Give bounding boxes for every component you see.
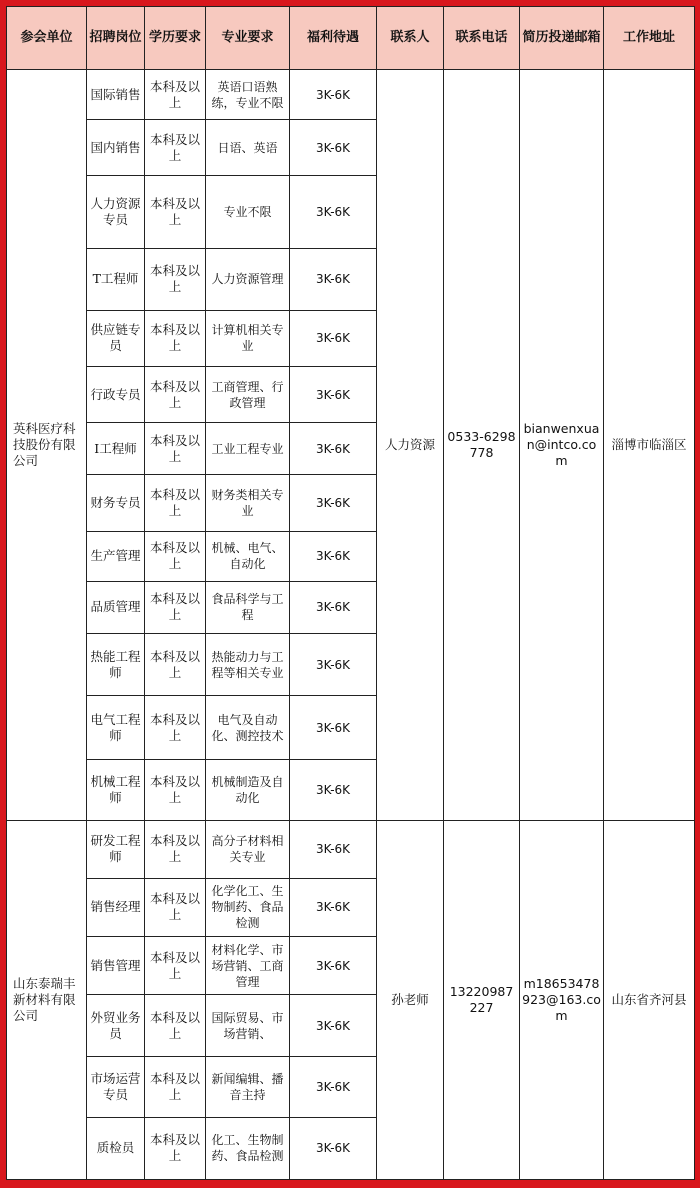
recruitment-table [6, 6, 695, 1180]
education-cell: 本科及以上 [145, 633, 206, 695]
education-cell: 本科及以上 [145, 878, 206, 936]
major-cell: 工商管理、行政管理 [206, 367, 290, 423]
pay-cell: 3K-6K [290, 995, 377, 1057]
education-cell: 本科及以上 [145, 120, 206, 176]
pay-cell: 3K-6K [290, 1117, 377, 1179]
education-cell: 本科及以上 [145, 936, 206, 994]
pay-cell: 3K-6K [290, 423, 377, 475]
email-cell: m18653478923@163.com [520, 820, 604, 1179]
pay-cell: 3K-6K [290, 176, 377, 248]
pay-cell: 3K-6K [290, 760, 377, 820]
header-address: 工作地址 [604, 7, 695, 70]
table-row [7, 70, 695, 120]
major-cell: 化学化工、生物制药、食品检测 [206, 878, 290, 936]
major-cell: 计算机相关专业 [206, 310, 290, 366]
pay-cell: 3K-6K [290, 248, 377, 310]
header-company: 参会单位 [7, 7, 87, 70]
phone-cell: 13220987227 [444, 820, 520, 1179]
education-cell: 本科及以上 [145, 1117, 206, 1179]
major-cell: 机械制造及自动化 [206, 760, 290, 820]
pay-cell: 3K-6K [290, 633, 377, 695]
position-cell: T工程师 [87, 248, 145, 310]
position-cell: 市场运营专员 [87, 1057, 145, 1117]
header-email: 简历投递邮箱 [520, 7, 604, 70]
pay-cell: 3K-6K [290, 367, 377, 423]
pay-cell: 3K-6K [290, 820, 377, 878]
major-cell: 电气及自动化、测控技术 [206, 696, 290, 760]
education-cell: 本科及以上 [145, 531, 206, 581]
header-contact: 联系人 [377, 7, 444, 70]
pay-cell: 3K-6K [290, 70, 377, 120]
pay-cell: 3K-6K [290, 696, 377, 760]
major-cell: 材料化学、市场营销、工商管理 [206, 936, 290, 994]
major-cell: 工业工程专业 [206, 423, 290, 475]
pay-cell: 3K-6K [290, 581, 377, 633]
phone-cell: 0533-6298778 [444, 70, 520, 821]
major-cell: 财务类相关专业 [206, 475, 290, 531]
major-cell: 日语、英语 [206, 120, 290, 176]
education-cell: 本科及以上 [145, 581, 206, 633]
header-major: 专业要求 [206, 7, 290, 70]
education-cell: 本科及以上 [145, 423, 206, 475]
education-cell: 本科及以上 [145, 310, 206, 366]
pay-cell: 3K-6K [290, 310, 377, 366]
major-cell: 专业不限 [206, 176, 290, 248]
major-cell: 英语口语熟练，专业不限 [206, 70, 290, 120]
header-position: 招聘岗位 [87, 7, 145, 70]
education-cell: 本科及以上 [145, 248, 206, 310]
major-cell: 热能动力与工程等相关专业 [206, 633, 290, 695]
position-cell: 供应链专员 [87, 310, 145, 366]
major-cell: 高分子材料相关专业 [206, 820, 290, 878]
address-cell: 山东省齐河县 [604, 820, 695, 1179]
major-cell: 机械、电气、自动化 [206, 531, 290, 581]
major-cell: 化工、生物制药、食品检测 [206, 1117, 290, 1179]
position-cell: 销售管理 [87, 936, 145, 994]
major-cell: 国际贸易、市场营销、 [206, 995, 290, 1057]
position-cell: 质检员 [87, 1117, 145, 1179]
position-cell: 人力资源专员 [87, 176, 145, 248]
contact-cell: 孙老师 [377, 820, 444, 1179]
position-cell: 外贸业务员 [87, 995, 145, 1057]
position-cell: 国际销售 [87, 70, 145, 120]
education-cell: 本科及以上 [145, 696, 206, 760]
header-row [7, 7, 695, 70]
position-cell: 行政专员 [87, 367, 145, 423]
pay-cell: 3K-6K [290, 531, 377, 581]
header-phone: 联系电话 [444, 7, 520, 70]
position-cell: I工程师 [87, 423, 145, 475]
position-cell: 电气工程师 [87, 696, 145, 760]
pay-cell: 3K-6K [290, 878, 377, 936]
education-cell: 本科及以上 [145, 70, 206, 120]
major-cell: 人力资源管理 [206, 248, 290, 310]
education-cell: 本科及以上 [145, 367, 206, 423]
position-cell: 研发工程师 [87, 820, 145, 878]
header-education: 学历要求 [145, 7, 206, 70]
major-cell: 新闻编辑、播音主持 [206, 1057, 290, 1117]
company-name-cell: 山东泰瑞丰新材料有限公司 [7, 820, 87, 1179]
education-cell: 本科及以上 [145, 1057, 206, 1117]
education-cell: 本科及以上 [145, 176, 206, 248]
education-cell: 本科及以上 [145, 995, 206, 1057]
pay-cell: 3K-6K [290, 475, 377, 531]
education-cell: 本科及以上 [145, 820, 206, 878]
position-cell: 财务专员 [87, 475, 145, 531]
position-cell: 热能工程师 [87, 633, 145, 695]
table-body [7, 70, 695, 1180]
address-cell: 淄博市临淄区 [604, 70, 695, 821]
pay-cell: 3K-6K [290, 936, 377, 994]
table-row [7, 820, 695, 878]
contact-cell: 人力资源 [377, 70, 444, 821]
email-cell: bianwenxuan@intco.com [520, 70, 604, 821]
education-cell: 本科及以上 [145, 760, 206, 820]
job-fair-table-sheet [6, 6, 694, 1180]
position-cell: 机械工程师 [87, 760, 145, 820]
position-cell: 生产管理 [87, 531, 145, 581]
pay-cell: 3K-6K [290, 1057, 377, 1117]
header-pay: 福利待遇 [290, 7, 377, 70]
position-cell: 品质管理 [87, 581, 145, 633]
major-cell: 食品科学与工程 [206, 581, 290, 633]
position-cell: 销售经理 [87, 878, 145, 936]
pay-cell: 3K-6K [290, 120, 377, 176]
company-name-cell: 英科医疗科技股份有限公司 [7, 70, 87, 821]
education-cell: 本科及以上 [145, 475, 206, 531]
position-cell: 国内销售 [87, 120, 145, 176]
